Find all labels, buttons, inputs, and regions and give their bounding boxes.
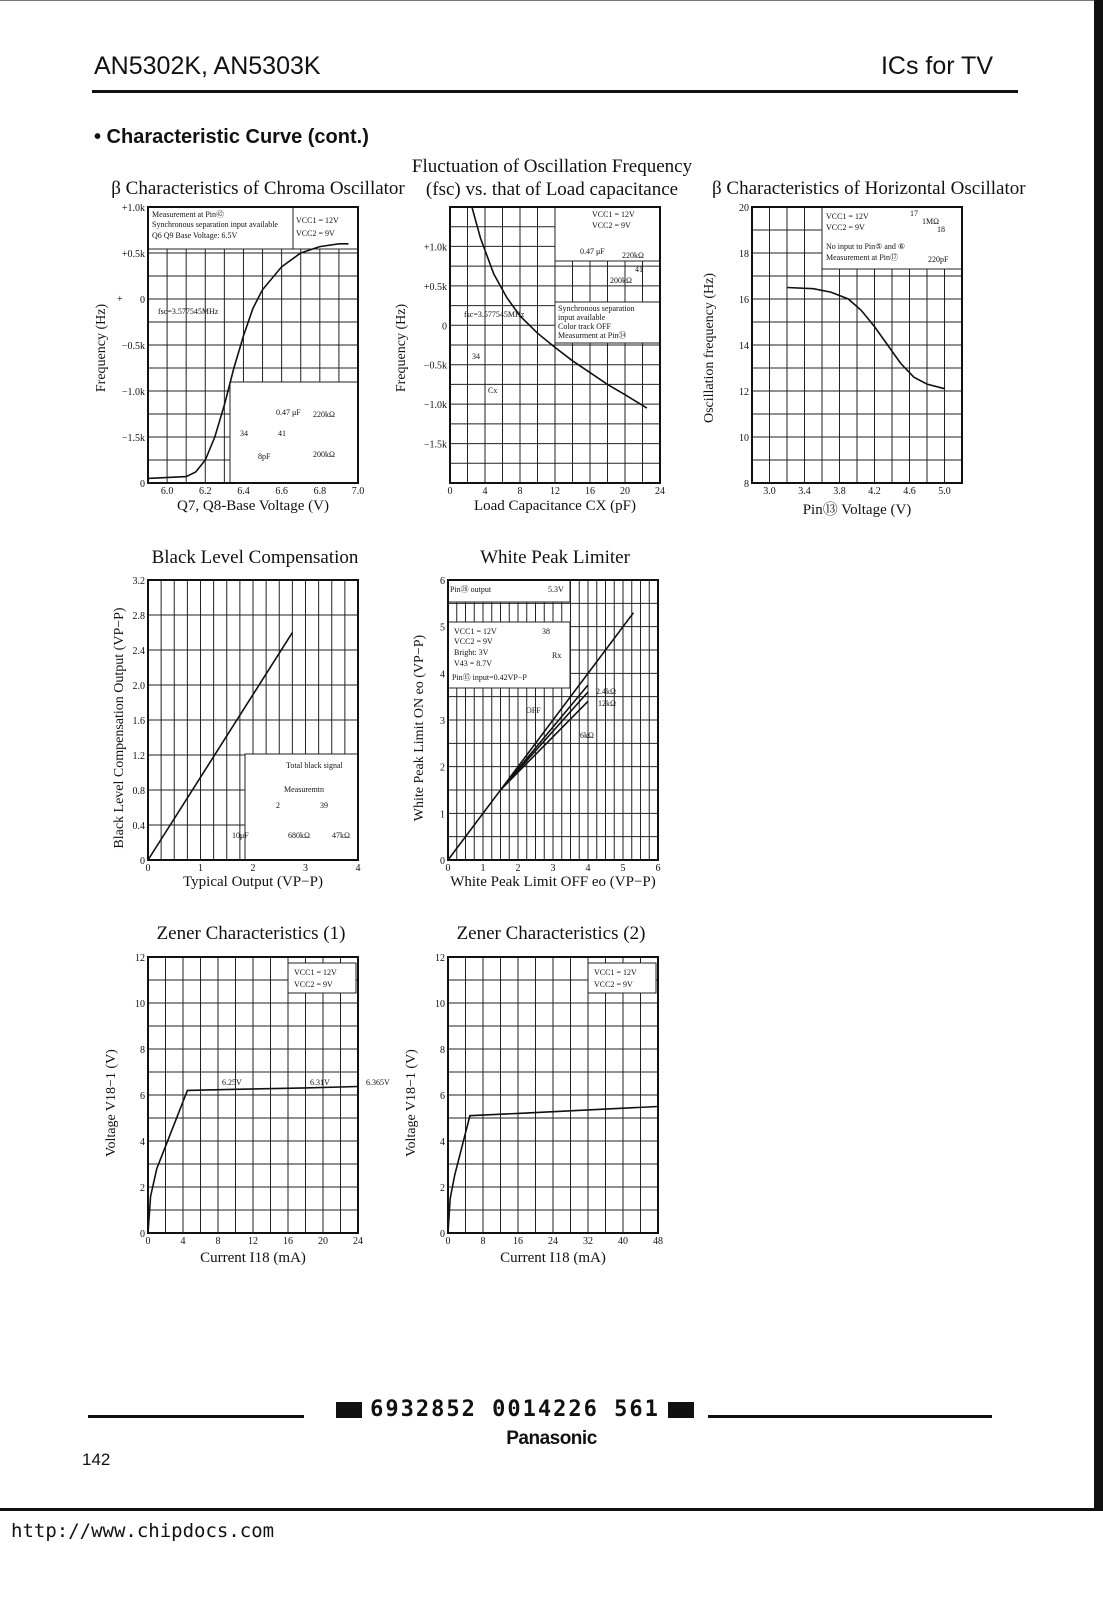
wpl-ytick-label: 3 [440, 716, 445, 727]
chroma-xtick-label: 6.4 [237, 486, 250, 497]
blc-ylabel: Black Level Compensation Output (VP−P) [112, 607, 127, 849]
wpl-annotation: VCC1 = 12V [454, 627, 497, 636]
zener2-xtick-label: 24 [548, 1236, 558, 1247]
zener2-grid [448, 957, 658, 1233]
chroma-xtick-label: 6.0 [160, 486, 174, 497]
wpl-xtick-label: 2 [515, 863, 521, 874]
footer-rule-right [708, 1415, 992, 1418]
wpl-ytick-label: 2 [440, 762, 445, 774]
fluct-xtick-label: 4 [482, 486, 488, 497]
zener2-ytick-label: 8 [440, 1045, 445, 1056]
fluct-xtick-label: 8 [517, 486, 523, 497]
horiz-ytick-label: 16 [739, 295, 749, 306]
zener2-ytick-label: 2 [440, 1183, 445, 1194]
fluct-xtick-label: 24 [655, 486, 665, 497]
fluct-annotation: 0.47 μF [580, 247, 605, 256]
fluct-xtick-label: 0 [447, 486, 453, 497]
fluct-ytick-label: 0 [442, 321, 447, 333]
fluct-annotation: Synchronous separation [558, 304, 635, 313]
horiz-annotation: Measurement at Pin⑰ [826, 253, 898, 262]
zener1-xtick-label: 16 [283, 1236, 293, 1247]
wpl-ytick-label: 1 [440, 809, 445, 821]
horiz-annotation: 18 [937, 225, 945, 234]
horiz-xtick-label: 3.4 [798, 486, 811, 497]
zener1-grid [148, 957, 358, 1233]
zener2-ytick-label: 0 [440, 1229, 445, 1240]
header-rule [92, 90, 1018, 93]
horiz-ytick-label: 12 [739, 387, 749, 398]
horiz-xtick-label: 4.2 [868, 486, 881, 497]
zener1-chart-title: Zener Characteristics (1) [156, 923, 346, 944]
zener1-xtick-label: 4 [180, 1236, 186, 1247]
horiz-annotation: 17 [910, 209, 918, 218]
blc-xtick-label: 0 [145, 863, 151, 874]
horiz-ytick-label: 20 [739, 203, 749, 214]
horiz-ylabel: Oscillation frequency (Hz) [702, 272, 717, 424]
zener1-ytick-label: 0 [140, 1229, 145, 1240]
fluct-xtick-label: 16 [585, 486, 595, 497]
fluct-ytick-label: −0.5k [423, 360, 447, 372]
wpl-annotation: V43 = 8.7V [454, 659, 493, 668]
fluct-annotation: Measurment at Pin㉞ [558, 331, 627, 340]
zener1-annotation: 6.25V [222, 1078, 242, 1087]
blc-xtick-label: 2 [250, 863, 256, 874]
barcode-block-left [336, 1402, 362, 1418]
chroma-ytick-label: −1.0k [121, 387, 145, 398]
section-title: • Characteristic Curve (cont.) [94, 126, 369, 148]
zener1-ytick-label: 4 [140, 1137, 145, 1148]
zener2-ytick-label: 10 [435, 999, 445, 1010]
fluct-annotation: 41 [635, 265, 643, 274]
zener1-ytick-label: 2 [140, 1183, 145, 1194]
horiz-annotation: 1MΩ [922, 217, 940, 226]
fluct-annotation: VCC2 = 9V [592, 221, 631, 230]
zener2-ylabel: Voltage V18−1 (V) [404, 1049, 419, 1157]
fluct-chart-title [402, 155, 702, 201]
blc-ytick-label: 2.8 [132, 611, 145, 622]
wpl-annotation: 12kΩ [598, 699, 616, 708]
chroma-annotation: VCC2 = 9V [296, 229, 335, 238]
zener2-ytick-label: 4 [440, 1137, 445, 1148]
zener1-chart [135, 953, 390, 1247]
barcode-block-right [668, 1402, 694, 1418]
wpl-xtick-label: 6 [655, 863, 661, 874]
wpl-annotation: VCC2 = 9V [454, 637, 493, 646]
horiz-xtick-label: 5.0 [938, 486, 951, 497]
barcode-text [320, 1397, 710, 1422]
zener1-ytick-label: 8 [140, 1045, 145, 1056]
blc-annotation: 10μF [232, 831, 249, 840]
zener1-annotation: 6.31V [310, 1078, 330, 1087]
fluct-annotation: Color track OFF [558, 322, 611, 331]
zener2-ytick-label: 6 [440, 1091, 445, 1102]
horiz-ytick-label: 8 [744, 479, 749, 490]
zener2-xtick-label: 40 [618, 1236, 628, 1247]
zener1-xtick-label: 0 [145, 1236, 151, 1247]
horiz-annotation: 220pF [928, 255, 949, 264]
horiz-annotation: No input to Pin⑤ and ⑥ [826, 242, 906, 251]
wpl-annotation: Bright: 3V [454, 648, 489, 657]
chroma-ylabel: Frequency (Hz) [94, 303, 109, 393]
zener2-xtick-label: 8 [480, 1236, 486, 1247]
zener2-chart-title: Zener Characteristics (2) [456, 923, 646, 944]
fluct-annotation: input available [558, 313, 606, 322]
zener1-annotation: VCC2 = 9V [294, 980, 333, 989]
chroma-annotation: 200kΩ [313, 450, 335, 459]
horiz-annotation: VCC1 = 12V [826, 212, 869, 221]
footer-rule-left [88, 1415, 304, 1418]
wpl-annotation: 6kΩ [580, 731, 594, 740]
fluct-xtick-label: 20 [620, 486, 630, 497]
wpl-annotation: 38 [542, 627, 550, 636]
wpl-ytick-label: 4 [440, 669, 445, 681]
chroma-annotation: 220kΩ [313, 410, 335, 419]
horiz-xtick-label: 4.6 [903, 486, 916, 497]
zener2-annotation: VCC1 = 12V [594, 968, 637, 977]
fluct-xlabel: Load Capacitance CX (pF) [473, 498, 637, 514]
horiz-xtick-label: 3.0 [763, 486, 776, 497]
chroma-ytick-label: −0.5k [121, 341, 145, 352]
zener1-xtick-label: 20 [318, 1236, 328, 1247]
blc-ytick-label: 0 [140, 856, 145, 867]
chroma-ytick-label: +0.5k [121, 249, 145, 260]
zener2-xtick-label: 48 [653, 1236, 663, 1247]
zener1-ytick-label: 10 [135, 999, 145, 1010]
wpl-annotation: 5.3V [548, 585, 564, 594]
wpl-chart [440, 576, 661, 874]
scan-edge-bar [1094, 0, 1103, 1508]
fluct-ytick-label: +1.0k [423, 242, 447, 254]
zener1-xtick-label: 8 [215, 1236, 221, 1247]
chroma-xtick-label: 7.0 [351, 486, 365, 497]
wpl-annotation: Pin㉘ output [450, 585, 492, 594]
horiz-ytick-label: 10 [739, 433, 749, 444]
blc-xlabel: Typical Output (VP−P) [183, 874, 323, 890]
chroma-annotation: Synchronous separation input available [152, 220, 278, 229]
fluct-annotation: 200kΩ [610, 276, 632, 285]
horiz-series-0 [787, 288, 945, 389]
blc-xtick-label: 4 [355, 863, 361, 874]
fluct-ytick-label: −1.5k [423, 439, 447, 451]
blc-annotation: Measuremtn [284, 785, 324, 794]
brand-logo: Panasonic [506, 1428, 597, 1449]
wpl-ytick-label: 6 [440, 576, 445, 587]
fluct-annotation: VCC1 = 12V [592, 210, 635, 219]
zener1-annotation: 6.365V [366, 1078, 390, 1087]
chroma-annotation: VCC1 = 12V [296, 216, 339, 225]
blc-xtick-label: 1 [198, 863, 203, 874]
chroma-ytick-label: 0 [140, 295, 145, 306]
blc-annotation: 47kΩ [332, 831, 350, 840]
wpl-ytick-label: 5 [440, 622, 445, 634]
top-rule [0, 0, 1103, 1]
fluct-title-line2: (fsc) vs. that of Load capacitance [425, 179, 679, 200]
wpl-annotation: 2.4kΩ [596, 687, 616, 696]
wpl-xtick-label: 0 [445, 863, 451, 874]
chroma-annotation: fsc=3.577545MHz [158, 307, 219, 316]
blc-annotation: Total black signal [286, 761, 343, 770]
horiz-xlabel: Pin⑬ Voltage (V) [802, 502, 912, 518]
fluct-ytick-label: +0.5k [423, 281, 447, 293]
source-url: http://www.chipdocs.com [11, 1520, 275, 1542]
wpl-xtick-label: 3 [550, 863, 556, 874]
zener2-ytick-label: 12 [435, 953, 445, 964]
horiz-xtick-label: 3.8 [833, 486, 846, 497]
blc-ytick-label: 3.2 [132, 576, 145, 587]
zener1-ytick-label: 12 [135, 953, 145, 964]
fluct-title-line1: Fluctuation of Oscillation Frequency [411, 156, 693, 177]
blc-ytick-label: 2.0 [132, 681, 145, 692]
zener2-xtick-label: 32 [583, 1236, 593, 1247]
blc-ytick-label: 0.4 [132, 821, 145, 832]
chroma-xtick-label: 6.8 [313, 486, 327, 497]
fluct-ylabel: Frequency (Hz) [394, 303, 409, 393]
fluct-chart [423, 207, 665, 497]
blc-ytick-label: 0.8 [132, 786, 145, 797]
chroma-annotation-box [293, 207, 358, 249]
doc-part-number: AN5302K, AN5303K [94, 52, 321, 80]
zener2-xlabel: Current I18 (mA) [500, 1250, 606, 1266]
chroma-xtick-label: 6.6 [275, 486, 288, 497]
chroma-xtick-label: 6.2 [199, 486, 212, 497]
chroma-annotation: 8pF [258, 452, 271, 461]
horiz-chart [739, 203, 962, 497]
fluct-annotation: 34 [472, 352, 480, 361]
fluct-xtick-label: 12 [550, 486, 560, 497]
zener1-ylabel: Voltage V18−1 (V) [104, 1049, 119, 1157]
chroma-ytick-label: +1.0k [121, 203, 145, 214]
chroma-annotation: 41 [278, 429, 286, 438]
zener1-xtick-label: 12 [248, 1236, 258, 1247]
blc-ytick-label: 2.4 [132, 646, 145, 657]
chroma-ytick-label: −1.5k [121, 433, 145, 444]
chroma-chart-title: β Characteristics of Chroma Oscillator [111, 178, 405, 199]
zener2-xtick-label: 0 [445, 1236, 451, 1247]
zener1-ytick-label: 6 [140, 1091, 145, 1102]
zener2-annotation: VCC2 = 9V [594, 980, 633, 989]
chroma-annotation: 34 [240, 429, 248, 438]
blc-ytick-label: 1.6 [132, 716, 145, 727]
zener1-xlabel: Current I18 (mA) [200, 1250, 306, 1266]
horiz-chart-title: β Characteristics of Horizontal Oscillator [712, 178, 1026, 199]
blc-annotation: 680kΩ [288, 831, 310, 840]
chroma-ytick-label: 0 [140, 479, 145, 490]
wpl-annotation: Rx [552, 651, 562, 660]
wpl-annotation: Pin⑮ input=0.42VP−P [452, 673, 527, 682]
barcode-number: 6932852 0014226 561 [370, 1397, 660, 1422]
wpl-ytick-label: 0 [440, 856, 445, 867]
horiz-ytick-label: 18 [739, 249, 749, 260]
chroma-annotation: 0.47 μF [276, 408, 301, 417]
fluct-annotation: 220kΩ [622, 251, 644, 260]
page-number: 142 [82, 1450, 111, 1469]
fluct-ytick-label: −1.0k [423, 400, 447, 412]
chroma-annotation-box [230, 382, 358, 483]
horiz-annotation: VCC2 = 9V [826, 223, 865, 232]
wpl-xtick-label: 4 [585, 863, 591, 874]
chroma-annotation: Measurement at Pin㊷ [152, 210, 224, 219]
blc-ytick-label: 1.2 [132, 751, 145, 762]
wpl-chart-title: White Peak Limiter [480, 547, 630, 568]
fluct-annotation: Cx [488, 386, 498, 395]
fluct-annotation: fsc=3.577545MHz [464, 310, 525, 319]
blc-xtick-label: 3 [303, 863, 308, 874]
chroma-xlabel: Q7, Q8-Base Voltage (V) [177, 498, 329, 514]
bottom-rule [0, 1508, 1103, 1511]
chroma-annotation: Q6 Q9 Base Voltage: 6.5V [152, 231, 238, 240]
blc-annotation: 2 [276, 801, 280, 810]
zener1-annotation: VCC1 = 12V [294, 968, 337, 977]
zener1-xtick-label: 24 [353, 1236, 363, 1247]
chroma-chart [117, 203, 365, 497]
horiz-ytick-label: 14 [739, 341, 749, 352]
doc-category: ICs for TV [880, 52, 993, 80]
wpl-xtick-label: 1 [480, 863, 486, 874]
wpl-ylabel: White Peak Limit ON eo (VP−P) [412, 634, 427, 822]
zener2-xtick-label: 16 [513, 1236, 523, 1247]
blc-chart [132, 576, 361, 874]
zener2-chart [435, 953, 663, 1247]
blc-chart-title: Black Level Compensation [151, 547, 359, 568]
chroma-annotation: + [117, 294, 123, 305]
wpl-xlabel: White Peak Limit OFF eo (VP−P) [450, 874, 656, 890]
blc-annotation: 39 [320, 801, 328, 810]
wpl-annotation: OFF [526, 706, 541, 715]
wpl-xtick-label: 5 [620, 863, 626, 874]
